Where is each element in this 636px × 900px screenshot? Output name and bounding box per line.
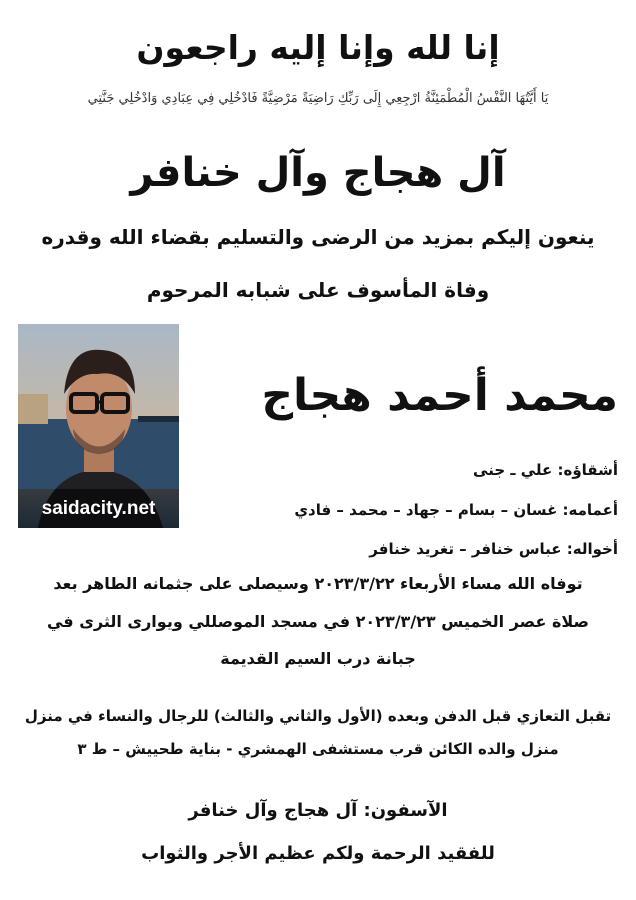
closing-prayer: للفقيد الرحمة ولكم عظيم الأجر والثواب (141, 843, 495, 864)
deceased-name: محمد أحمد هجاج (261, 370, 618, 421)
quran-verse: يَا أَيَّتُهَا النَّفْسُ الْمُطْمَئِنَّةُ ارْجِعِي إِلَى رَبِّكِ رَاضِيَةً مَرْضِيَّةً فَادْخُلِي فِي عِبَادِي وَادْخُلِي جَنَّتِي (87, 91, 549, 106)
condolences-line-2: منزل والده الكائن قرب مستشفى الهمشري - بناية طحييش – ط ٣ (77, 740, 559, 758)
paternal-uncles-line: أعمامه: غسان – بسام – جهاد – محمد – فادي (294, 501, 618, 519)
brothers-line: أشقاؤه: علي ـ جنى (473, 461, 618, 479)
mourners-line: الآسفون: آل هجاج وآل خنافر (188, 800, 448, 821)
deceased-photo (18, 324, 179, 528)
announcement-line-1: ينعون إليكم بمزيد من الرضى والتسليم بقضاء الله وقدره (41, 225, 595, 249)
maternal-uncles-line: أخواله: عباس خنافر – تغريد خنافر (369, 540, 618, 558)
family-name: آل هجاج وآل خنافر (130, 150, 506, 196)
announcement-line-2: وفاة المأسوف على شبابه المرحوم (146, 278, 490, 302)
condolences-line-1: تقبل التعازي قبل الدفن وبعده (الأول والثاني والثالث) للرجال والنساء في منزل (24, 707, 612, 725)
death-notice-line-3: جبانة درب السيم القديمة (220, 649, 416, 668)
death-notice-line-2: صلاة عصر الخميس ٢٠٢٣/٣/٢٣ في مسجد الموصللي ويوارى الثرى في (46, 612, 589, 631)
site-watermark: saidacity.net (18, 489, 179, 528)
death-notice-line-1: توفاه الله مساء الأربعاء ٢٠٢٣/٣/٢٢ وسيصلى على جثمانه الطاهر بعد (53, 574, 583, 593)
opening-phrase: إنا لله وإنا إليه راجعون (136, 28, 500, 67)
